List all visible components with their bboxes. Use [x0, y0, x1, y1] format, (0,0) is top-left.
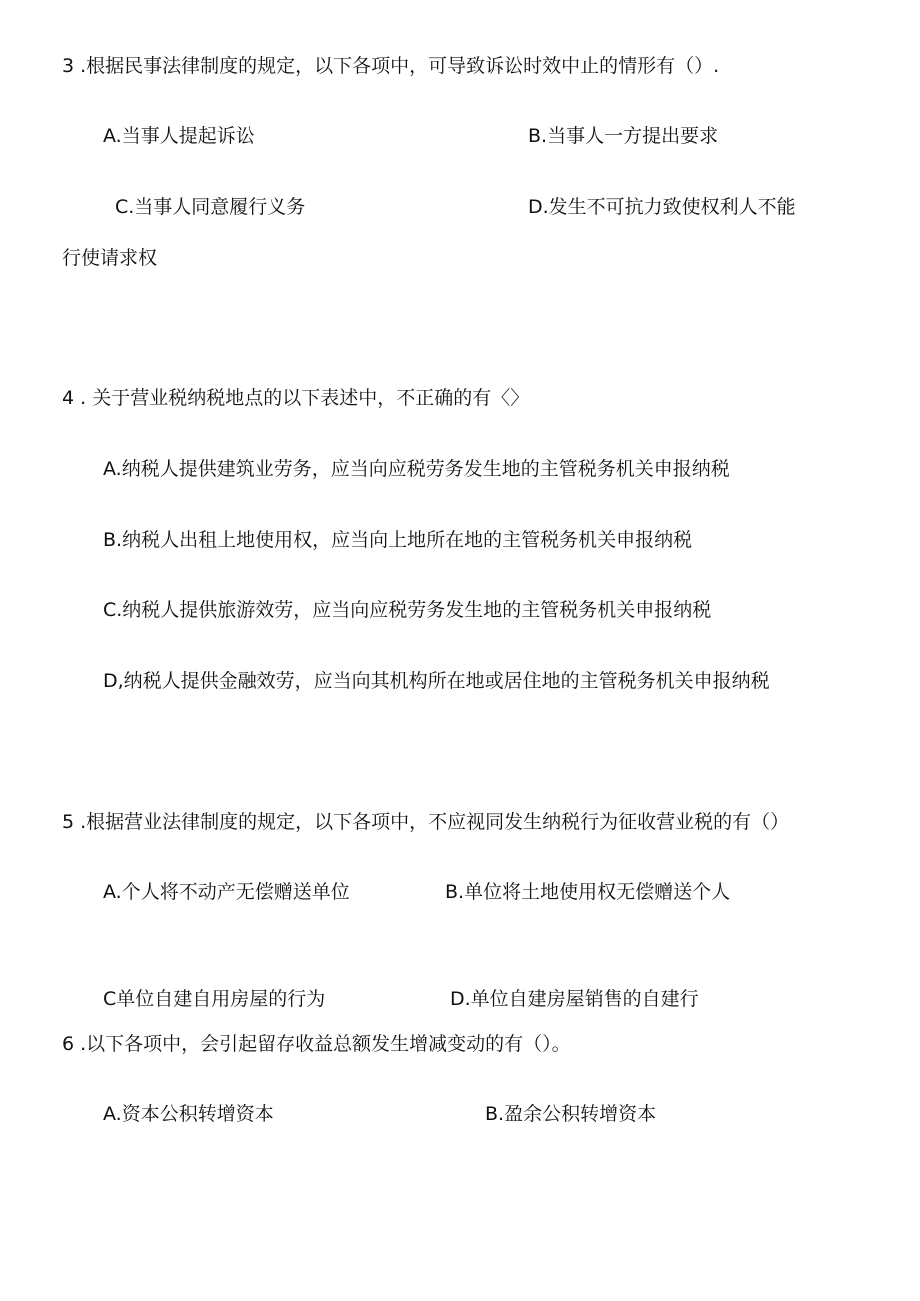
question-5-option-b: B.单位将土地使用权无偿赠送个人: [445, 881, 731, 903]
question-5-option-d: D.单位自建房屋销售的自建行: [450, 988, 699, 1010]
question-3-option-d: D.发生不可抗力致使权利人不能: [528, 196, 796, 218]
question-6-stem: 6 .以下各项中，会引起留存收益总额发生增减变动的有（）。: [62, 1033, 571, 1055]
question-4-option-b: B.纳税人出租上地使用权，应当向上地所在地的主管税务机关申报纳税: [103, 529, 693, 551]
question-6-option-b: B.盈余公积转增资本: [485, 1103, 657, 1125]
question-3-option-c: C.当事人同意履行义务: [115, 196, 306, 218]
question-5-option-a: A.个人将不动产无偿赠送单位: [103, 881, 350, 903]
question-4-stem: 4 . 关于营业税纳税地点的以下表述中，不正确的有〈〉: [62, 387, 530, 409]
question-3-stem: 3 .根据民事法律制度的规定，以下各项中，可导致诉讼时效中止的情形有（）.: [62, 55, 720, 77]
question-3-option-b: B.当事人一方提出要求: [528, 125, 719, 147]
question-3-option-d-continuation: 行使请求权: [62, 247, 158, 269]
question-6-option-a: A.资本公积转增资本: [103, 1103, 274, 1125]
question-3-option-a: A.当事人提起诉讼: [103, 125, 255, 147]
question-4-option-d: D,纳税人提供金融效劳，应当向其机构所在地或居住地的主管税务机关申报纳税: [103, 670, 770, 692]
question-5-stem: 5 .根据营业法律制度的规定，以下各项中，不应视同发生纳税行为征收营业税的有（）: [62, 811, 790, 833]
question-5-option-c: C单位自建自用房屋的行为: [103, 988, 326, 1010]
question-4-option-c: C.纳税人提供旅游效劳，应当向应税劳务发生地的主管税务机关申报纳税: [103, 599, 712, 621]
question-4-option-a: A.纳税人提供建筑业劳务，应当向应税劳务发生地的主管税务机关申报纳税: [103, 458, 730, 480]
